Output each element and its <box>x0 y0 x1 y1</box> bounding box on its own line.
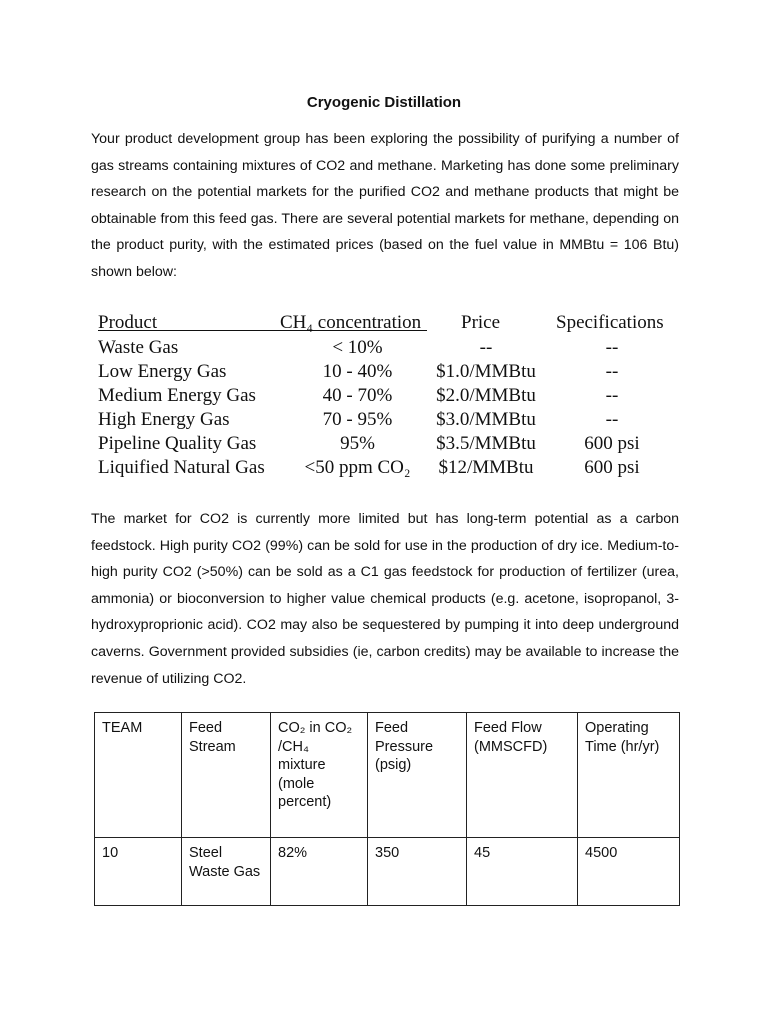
document-title: Cryogenic Distillation <box>306 94 462 111</box>
market-spec: -- <box>605 337 619 358</box>
market-price: -- <box>479 337 493 358</box>
header-feed-pressure: Feed Pressure (psig) <box>368 713 467 838</box>
cell-feed-stream: Steel Waste Gas <box>182 838 271 906</box>
market-spec: 600 psi <box>584 457 640 478</box>
market-price: $12/MMBtu <box>438 457 534 478</box>
market-product: Medium Energy Gas <box>98 385 256 406</box>
market-product: Waste Gas <box>98 337 179 358</box>
market-product: Low Energy Gas <box>98 361 227 382</box>
market-price: $3.5/MMBtu <box>436 433 536 454</box>
cell-operating-time: 4500 <box>578 838 680 906</box>
team-table-header <box>95 713 680 838</box>
header-feed-flow: Feed Flow (MMSCFD) <box>467 713 578 838</box>
cell-feed-pressure: 350 <box>368 838 467 906</box>
table-row <box>95 838 680 906</box>
market-concentration: 95% <box>340 433 375 454</box>
header-operating-time: Operating Time (hr/yr) <box>578 713 680 838</box>
market-spec: -- <box>605 361 619 382</box>
market-concentration: 70 - 95% <box>322 409 393 430</box>
market-price: $2.0/MMBtu <box>436 385 536 406</box>
cell-team: 10 <box>95 838 182 906</box>
co2-paragraph: The market for CO2 is currently more limited but has long-term potential as a carbon feedstock. High purity CO2 (99%) can be sold for use in the production of dry ice. Medium-to-high purity CO2 (>50%) can be sold as a C1 gas feedstock for production of fertilizer (urea, ammonia) or bioconversion to higher value chemical products (e.g. acetone, isopropanol, 3-hydroxyproprionic acid). CO2 may also be sequestered by pumping it into deep underground caverns. Government provided subsidies (ie, carbon credits) may be available to increase the revenue of utilizing CO2. <box>91 511 679 687</box>
market-concentration: <50 ppm CO₂ <box>304 457 411 478</box>
header-team: TEAM <box>95 713 182 838</box>
header-concentration: CH₄ concentration <box>280 312 422 333</box>
market-concentration: 10 - 40% <box>322 361 393 382</box>
market-product: Liquified Natural Gas <box>98 457 265 478</box>
market-row <box>98 456 674 480</box>
market-row <box>98 360 674 384</box>
market-spec: -- <box>605 409 619 430</box>
header-feed-stream: Feed Stream <box>182 713 271 838</box>
cell-co2: 82% <box>271 838 368 906</box>
header-co2: CO₂ in CO₂ /CH₄ mixture (mole percent) <box>271 713 368 838</box>
market-product: Pipeline Quality Gas <box>98 433 257 454</box>
header-product: Product <box>98 312 158 333</box>
market-row <box>98 432 674 456</box>
cell-feed-flow: 45 <box>467 838 578 906</box>
market-row <box>98 384 674 408</box>
market-table-header <box>98 310 674 336</box>
market-spec: 600 psi <box>584 433 640 454</box>
team-table <box>94 712 680 906</box>
market-concentration: < 10% <box>332 337 383 358</box>
market-spec: -- <box>605 385 619 406</box>
market-price: $3.0/MMBtu <box>436 409 536 430</box>
market-table <box>98 310 674 480</box>
header-specifications: Specifications <box>556 312 664 333</box>
market-concentration: 40 - 70% <box>322 385 393 406</box>
market-row <box>98 336 674 360</box>
market-price: $1.0/MMBtu <box>436 361 536 382</box>
market-row <box>98 408 674 432</box>
intro-paragraph: Your product development group has been exploring the possibility of purifying a number of gas streams containing mixtures of CO2 and methane. Marketing has done some preliminary research on the potential markets for the purified CO2 and methane products that might be obtainable from this feed gas. There are several potential markets for methane, depending on the product purity, with the estimated prices (based on the fuel value in MMBtu = 106 Btu) shown below: <box>91 131 679 280</box>
header-price: Price <box>461 312 501 333</box>
market-product: High Energy Gas <box>98 409 230 430</box>
